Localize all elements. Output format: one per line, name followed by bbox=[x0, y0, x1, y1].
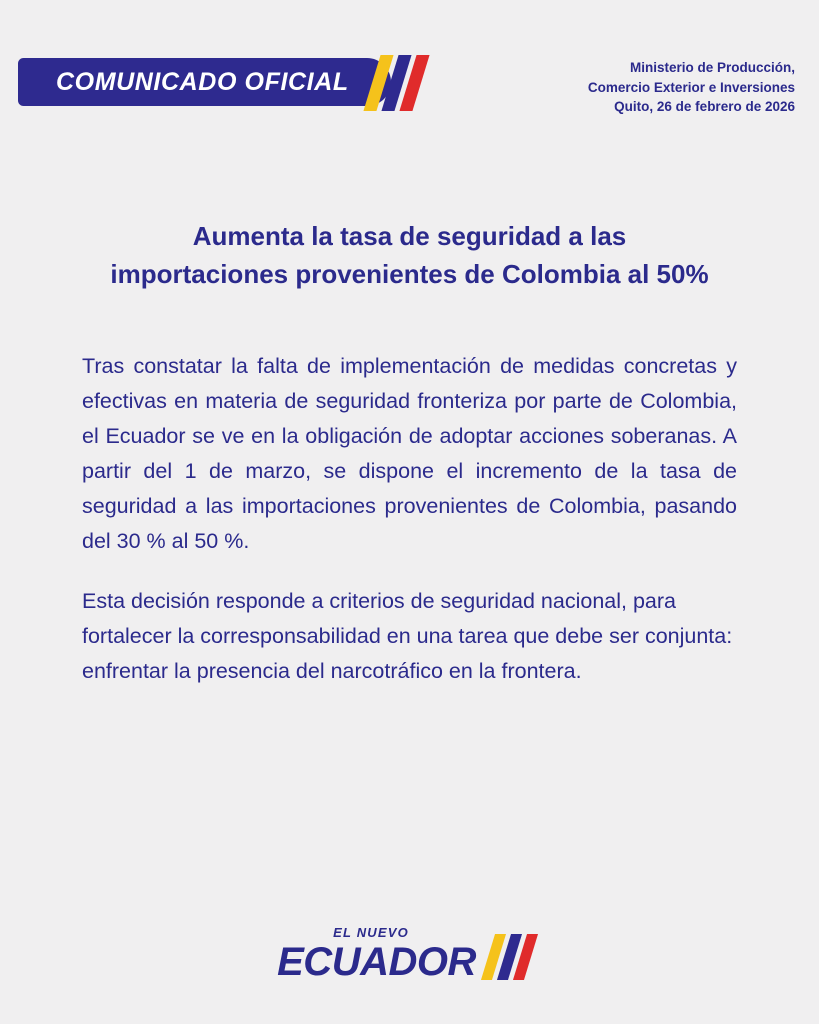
flag-slashes-footer-icon bbox=[486, 934, 542, 980]
ministry-line-2: Comercio Exterior e Inversiones bbox=[587, 79, 795, 95]
page-title: Aumenta la tasa de seguridad a las importaciones provenientes de Colombia al 50% bbox=[110, 221, 709, 289]
official-statement-banner bbox=[18, 58, 391, 106]
document-header bbox=[0, 0, 819, 140]
statement-paragraph-2: Esta decisión responde a criterios de seguridad nacional, para fortalecer la corresponsabilidad en una tarea que debe ser conjunta: enfrentar la presencia del narcotráfico en la frontera. bbox=[82, 589, 733, 683]
logo-big-text: ECUADOR bbox=[277, 940, 476, 984]
statement-paragraph-1: Tras constatar la falta de implementación de medidas concretas y efectivas en materia de seguridad fronteriza por parte de Colombia, el Ecuador se ve en la obligación de adoptar acciones soberanas. A partir del 1 de marzo, se dispone el incremento de la tasa de seguridad a las importaciones provenientes de Colombia, pasando del 30 % al 50 %. bbox=[82, 354, 737, 553]
document-footer bbox=[0, 926, 819, 982]
banner-label: COMUNICADO OFICIAL bbox=[56, 67, 349, 96]
ecuador-logo bbox=[277, 926, 542, 982]
ministry-block bbox=[588, 58, 795, 117]
logo-small-text: EL NUEVO bbox=[333, 925, 409, 940]
flag-slashes-header-icon bbox=[368, 55, 454, 111]
statement-body bbox=[82, 349, 737, 688]
ministry-line-1: Ministerio de Producción, bbox=[629, 60, 795, 75]
logo-wordmark bbox=[277, 926, 476, 982]
ministry-date: Quito, 26 de febrero de 2026 bbox=[614, 99, 795, 115]
